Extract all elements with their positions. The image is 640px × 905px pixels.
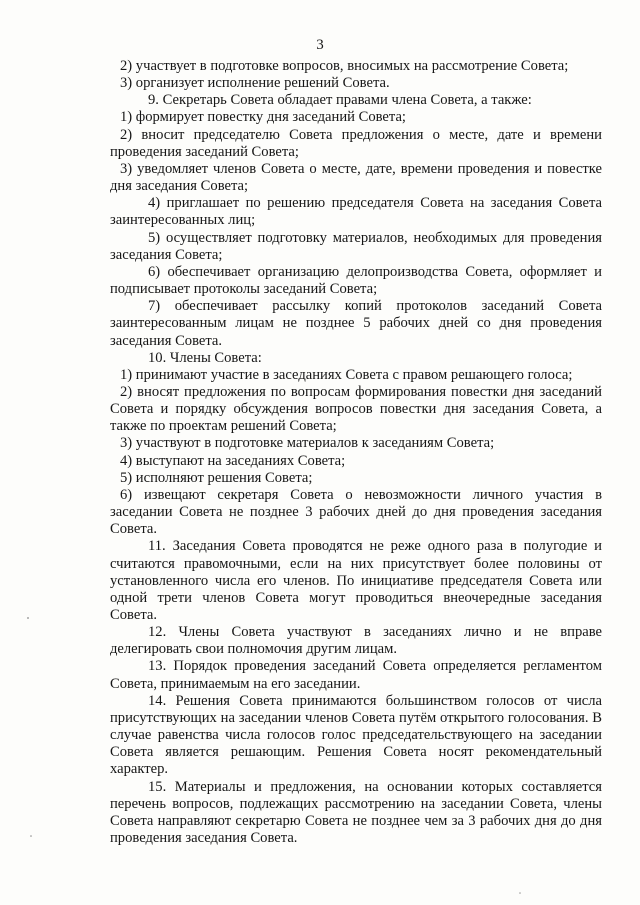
paragraph-9-item-3: 3) уведомляет членов Совета о месте, дате, времени проведения и повестке дня заседания Совета;	[110, 160, 602, 195]
paragraph-11: 11. Заседания Совета проводятся не реже одного раза в полугодие и считаются правомочными, если на них присутствует более половины от установленного числа его членов. По инициативе председателя Совета или одной трети членов Совета могут проводиться внеочередные заседания Совета.	[110, 538, 602, 623]
paragraph-10-item-1: 1) принимают участие в заседаниях Совета с правом решающего голоса;	[120, 366, 573, 383]
paragraph-9-item-1: 1) формирует повестку дня заседаний Совета;	[120, 109, 406, 126]
paragraph-10-item-4: 4) выступают на заседаниях Совета;	[120, 452, 346, 469]
paragraph-8-item-2: 2) участвует в подготовке вопросов, вносимых на рассмотрение Совета;	[120, 58, 569, 74]
scan-speck	[30, 835, 32, 837]
paragraph-9: 9. Секретарь Совета обладает правами члена Совета, а также:	[148, 92, 532, 109]
scan-speck	[27, 617, 29, 619]
paragraph-9-item-7: 7) обеспечивает рассылку копий протоколов заседаний Совета заинтересованным лицам не позднее 5 рабочих дней со дня проведения заседания Совета.	[110, 298, 602, 349]
document-body	[110, 58, 602, 847]
paragraph-10-item-2: 2) вносят предложения по вопросам формирования повестки дня заседаний Совета и порядку обсуждения вопросов повестки дня заседания Совета, а также по проектам решений Совета;	[110, 383, 602, 435]
paragraph-9-item-4: 4) приглашает по решению председателя Совета на заседания Совета заинтересованных лиц;	[110, 195, 602, 229]
paragraph-15: 15. Материалы и предложения, на основании которых составляется перечень вопросов, подлежащих рассмотрению на заседании Совета, члены Совета направляют секретарю Совета не позднее чем за 3 рабочих дня до дня проведения заседания Совета.	[110, 778, 602, 847]
paragraph-9-item-2: 2) вносит председателю Совета предложения о месте, дате и времени проведения заседаний Совета;	[110, 126, 602, 160]
paragraph-10-item-5: 5) исполняют решения Совета;	[120, 469, 313, 486]
paragraph-13: 13. Порядок проведения заседаний Совета определяется регламентом Совета, принимаемым на его заседании.	[110, 658, 602, 692]
paragraph-12: 12. Члены Совета участвуют в заседаниях лично и не вправе делегировать свои полномочия другим лицам.	[110, 624, 602, 658]
paragraph-10-item-3: 3) участвуют в подготовке материалов к заседаниям Совета;	[120, 435, 495, 452]
paragraph-10: 10. Члены Совета:	[148, 349, 262, 366]
paragraph-8-item-3: 3) организует исполнение решений Совета.	[120, 75, 390, 92]
scan-speck	[519, 892, 521, 894]
paragraph-10-item-6: 6) извещают секретаря Совета о невозможности личного участия в заседании Совета не позднее 3 рабочих дней до дня проведения заседания Совета.	[110, 486, 602, 538]
paragraph-9-item-6: 6) обеспечивает организацию делопроизводства Совета, оформляет и подписывает протоколы заседаний Совета;	[110, 263, 602, 298]
page-number: 3	[316, 37, 324, 53]
paragraph-14: 14. Решения Совета принимаются большинством голосов от числа присутствующих на заседании членов Совета путём открытого голосования. В случае равенства числа голосов голос председательствующего на заседании Совета является решающим. Решения Совета носят рекомендательный характер.	[110, 692, 602, 778]
paragraph-9-item-5: 5) осуществляет подготовку материалов, необходимых для проведения заседания Совета;	[110, 229, 602, 263]
